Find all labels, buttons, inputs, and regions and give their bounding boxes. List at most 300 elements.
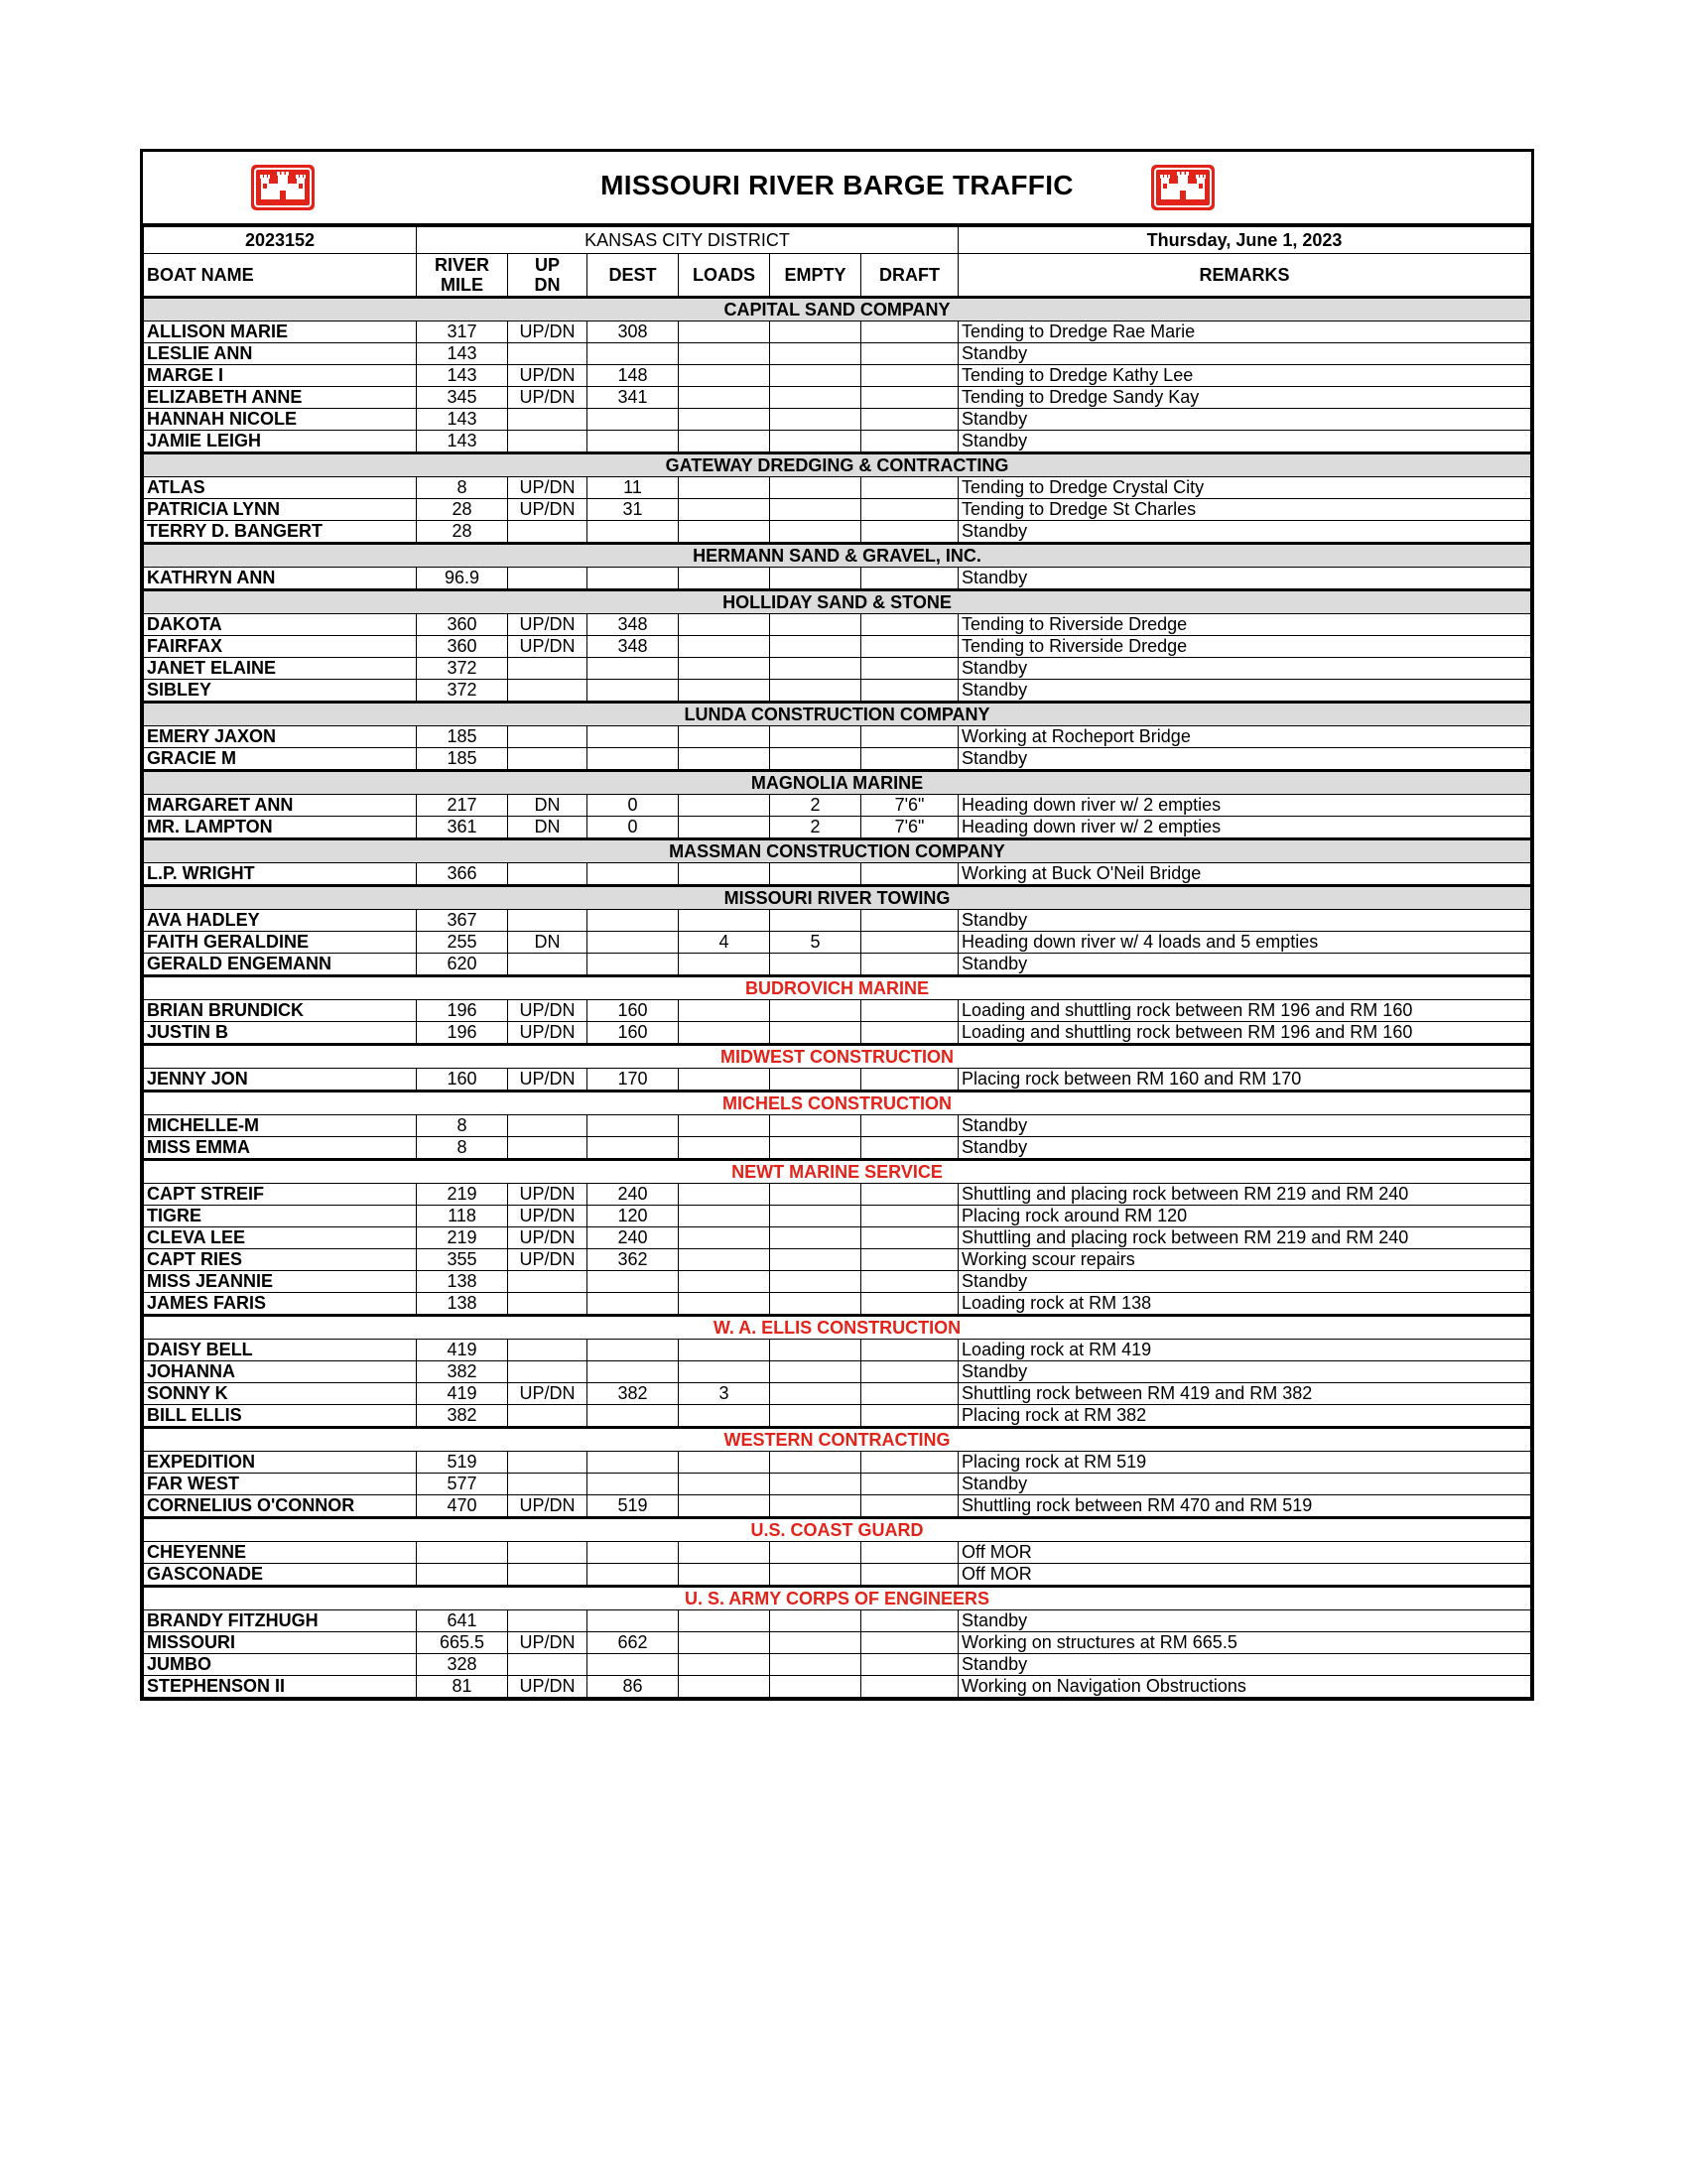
cell-river-mile: 143: [417, 365, 508, 387]
cell-loads: [679, 568, 770, 590]
company-name: W. A. ELLIS CONSTRUCTION: [144, 1316, 1531, 1340]
cell-up-dn: [508, 1293, 587, 1316]
cell-up-dn: UP/DN: [508, 1383, 587, 1405]
cell-loads: [679, 1474, 770, 1495]
cell-up-dn: [508, 1340, 587, 1361]
cell-dest: 308: [587, 321, 679, 343]
cell-boat-name: DAISY BELL: [144, 1340, 417, 1361]
cell-river-mile: 372: [417, 680, 508, 703]
cell-loads: [679, 477, 770, 499]
cell-draft: [861, 1340, 959, 1361]
cell-river-mile: 419: [417, 1340, 508, 1361]
cell-boat-name: JOHANNA: [144, 1361, 417, 1383]
cell-dest: 120: [587, 1206, 679, 1227]
table-row: [144, 910, 1531, 932]
cell-loads: [679, 726, 770, 748]
cell-up-dn: [508, 954, 587, 976]
cell-river-mile: 81: [417, 1676, 508, 1698]
traffic-table: [143, 226, 1531, 1698]
cell-up-dn: [508, 1474, 587, 1495]
cell-up-dn: [508, 1542, 587, 1564]
cell-remarks: Standby: [959, 748, 1531, 771]
cell-empty: [770, 499, 861, 521]
cell-loads: [679, 748, 770, 771]
company-name: HOLLIDAY SAND & STONE: [144, 590, 1531, 614]
cell-dest: 341: [587, 387, 679, 409]
cell-boat-name: MR. LAMPTON: [144, 817, 417, 839]
cell-dest: [587, 1340, 679, 1361]
company-header-row: [144, 703, 1531, 726]
company-name: CAPITAL SAND COMPANY: [144, 298, 1531, 321]
company-header-row: [144, 590, 1531, 614]
table-body: [144, 298, 1531, 1698]
company-name: MISSOURI RIVER TOWING: [144, 886, 1531, 910]
cell-up-dn: UP/DN: [508, 1495, 587, 1518]
cell-boat-name: CHEYENNE: [144, 1542, 417, 1564]
cell-river-mile: 118: [417, 1206, 508, 1227]
cell-boat-name: MISS JEANNIE: [144, 1271, 417, 1293]
cell-loads: [679, 910, 770, 932]
table-row: [144, 817, 1531, 839]
cell-empty: [770, 1340, 861, 1361]
cell-river-mile: [417, 1564, 508, 1587]
cell-remarks: Placing rock between RM 160 and RM 170: [959, 1069, 1531, 1092]
cell-dest: [587, 1452, 679, 1474]
cell-loads: [679, 1227, 770, 1249]
company-name: U. S. ARMY CORPS OF ENGINEERS: [144, 1587, 1531, 1610]
report-id: 2023152: [144, 227, 417, 254]
cell-remarks: Shuttling and placing rock between RM 219 and RM 240: [959, 1184, 1531, 1206]
col-boat-name: BOAT NAME: [144, 254, 417, 298]
cell-draft: [861, 499, 959, 521]
cell-empty: [770, 1610, 861, 1632]
cell-boat-name: FAIRFAX: [144, 636, 417, 658]
cell-loads: [679, 1610, 770, 1632]
cell-up-dn: [508, 658, 587, 680]
cell-dest: [587, 910, 679, 932]
cell-remarks: Working on Navigation Obstructions: [959, 1676, 1531, 1698]
company-name: WESTERN CONTRACTING: [144, 1428, 1531, 1452]
cell-up-dn: UP/DN: [508, 1000, 587, 1022]
cell-river-mile: 470: [417, 1495, 508, 1518]
company-header-row: [144, 298, 1531, 321]
cell-empty: [770, 1632, 861, 1654]
cell-remarks: Standby: [959, 1115, 1531, 1137]
cell-river-mile: 366: [417, 863, 508, 886]
cell-draft: [861, 431, 959, 453]
cell-dest: 160: [587, 1022, 679, 1045]
cell-dest: [587, 1137, 679, 1160]
cell-boat-name: JAMES FARIS: [144, 1293, 417, 1316]
cell-loads: [679, 954, 770, 976]
cell-up-dn: UP/DN: [508, 636, 587, 658]
cell-empty: [770, 636, 861, 658]
cell-river-mile: [417, 1542, 508, 1564]
cell-remarks: Standby: [959, 409, 1531, 431]
table-row: [144, 521, 1531, 544]
cell-boat-name: CAPT STREIF: [144, 1184, 417, 1206]
table-row: [144, 1206, 1531, 1227]
cell-boat-name: AVA HADLEY: [144, 910, 417, 932]
table-row: [144, 1632, 1531, 1654]
table-row: [144, 1115, 1531, 1137]
cell-empty: [770, 477, 861, 499]
cell-draft: [861, 658, 959, 680]
table-row: [144, 1405, 1531, 1428]
cell-river-mile: 665.5: [417, 1632, 508, 1654]
cell-dest: [587, 954, 679, 976]
cell-boat-name: SONNY K: [144, 1383, 417, 1405]
cell-remarks: Standby: [959, 1271, 1531, 1293]
cell-dest: [587, 1361, 679, 1383]
cell-up-dn: UP/DN: [508, 1632, 587, 1654]
cell-draft: [861, 1206, 959, 1227]
cell-empty: [770, 1383, 861, 1405]
cell-draft: [861, 477, 959, 499]
cell-river-mile: 138: [417, 1271, 508, 1293]
cell-river-mile: 367: [417, 910, 508, 932]
cell-river-mile: 317: [417, 321, 508, 343]
col-remarks: REMARKS: [959, 254, 1531, 298]
table-row: [144, 1610, 1531, 1632]
company-header-row: [144, 1045, 1531, 1069]
col-empty: EMPTY: [770, 254, 861, 298]
cell-loads: [679, 499, 770, 521]
cell-boat-name: LESLIE ANN: [144, 343, 417, 365]
table-row: [144, 431, 1531, 453]
cell-dest: 31: [587, 499, 679, 521]
table-row: [144, 1361, 1531, 1383]
cell-dest: 160: [587, 1000, 679, 1022]
cell-boat-name: GASCONADE: [144, 1564, 417, 1587]
company-header-row: [144, 1587, 1531, 1610]
cell-dest: 519: [587, 1495, 679, 1518]
cell-loads: [679, 1206, 770, 1227]
cell-dest: [587, 1293, 679, 1316]
cell-remarks: Shuttling rock between RM 419 and RM 382: [959, 1383, 1531, 1405]
table-row: [144, 321, 1531, 343]
cell-boat-name: PATRICIA LYNN: [144, 499, 417, 521]
table-row: [144, 1542, 1531, 1564]
cell-loads: [679, 1542, 770, 1564]
cell-loads: [679, 1676, 770, 1698]
cell-river-mile: 143: [417, 431, 508, 453]
cell-remarks: Standby: [959, 343, 1531, 365]
cell-boat-name: ATLAS: [144, 477, 417, 499]
col-loads: LOADS: [679, 254, 770, 298]
cell-boat-name: CORNELIUS O'CONNOR: [144, 1495, 417, 1518]
cell-river-mile: 196: [417, 1000, 508, 1022]
cell-boat-name: ELIZABETH ANNE: [144, 387, 417, 409]
cell-empty: [770, 1452, 861, 1474]
cell-dest: 11: [587, 477, 679, 499]
cell-dest: [587, 431, 679, 453]
cell-draft: [861, 343, 959, 365]
title-bar: [143, 152, 1531, 226]
table-row: [144, 954, 1531, 976]
cell-up-dn: [508, 1115, 587, 1137]
cell-dest: [587, 568, 679, 590]
page-title: MISSOURI RIVER BARGE TRAFFIC: [600, 170, 1074, 200]
cell-dest: [587, 658, 679, 680]
table-row: [144, 1184, 1531, 1206]
cell-up-dn: UP/DN: [508, 321, 587, 343]
company-header-row: [144, 544, 1531, 568]
cell-loads: [679, 1115, 770, 1137]
cell-up-dn: DN: [508, 817, 587, 839]
cell-empty: [770, 343, 861, 365]
cell-remarks: Off MOR: [959, 1564, 1531, 1587]
company-name: HERMANN SAND & GRAVEL, INC.: [144, 544, 1531, 568]
cell-up-dn: [508, 1137, 587, 1160]
cell-empty: [770, 365, 861, 387]
cell-loads: [679, 1632, 770, 1654]
cell-up-dn: DN: [508, 932, 587, 954]
cell-dest: 240: [587, 1227, 679, 1249]
cell-boat-name: FAITH GERALDINE: [144, 932, 417, 954]
cell-draft: [861, 932, 959, 954]
cell-empty: [770, 1564, 861, 1587]
cell-river-mile: 28: [417, 521, 508, 544]
cell-draft: [861, 1249, 959, 1271]
cell-dest: 86: [587, 1676, 679, 1698]
cell-dest: [587, 1271, 679, 1293]
cell-remarks: Working on structures at RM 665.5: [959, 1632, 1531, 1654]
table-row: [144, 1340, 1531, 1361]
cell-draft: [861, 636, 959, 658]
cell-loads: [679, 409, 770, 431]
cell-remarks: Loading rock at RM 138: [959, 1293, 1531, 1316]
table-row: [144, 1676, 1531, 1698]
cell-up-dn: [508, 1654, 587, 1676]
cell-dest: [587, 343, 679, 365]
cell-river-mile: 372: [417, 658, 508, 680]
cell-loads: [679, 636, 770, 658]
cell-remarks: Heading down river w/ 4 loads and 5 empties: [959, 932, 1531, 954]
cell-river-mile: 196: [417, 1022, 508, 1045]
company-name: U.S. COAST GUARD: [144, 1518, 1531, 1542]
column-header-row: [144, 254, 1531, 298]
cell-empty: [770, 1495, 861, 1518]
cell-empty: [770, 1206, 861, 1227]
info-row: [144, 227, 1531, 254]
cell-remarks: Loading and shuttling rock between RM 196 and RM 160: [959, 1000, 1531, 1022]
cell-remarks: Working at Buck O'Neil Bridge: [959, 863, 1531, 886]
cell-draft: [861, 365, 959, 387]
cell-river-mile: 96.9: [417, 568, 508, 590]
cell-boat-name: KATHRYN ANN: [144, 568, 417, 590]
table-row: [144, 614, 1531, 636]
cell-river-mile: 217: [417, 795, 508, 817]
cell-dest: [587, 863, 679, 886]
cell-boat-name: JANET ELAINE: [144, 658, 417, 680]
cell-boat-name: EMERY JAXON: [144, 726, 417, 748]
cell-remarks: Standby: [959, 431, 1531, 453]
company-name: LUNDA CONSTRUCTION COMPANY: [144, 703, 1531, 726]
cell-up-dn: UP/DN: [508, 477, 587, 499]
table-row: [144, 680, 1531, 703]
cell-up-dn: UP/DN: [508, 1676, 587, 1698]
cell-dest: 0: [587, 817, 679, 839]
cell-draft: [861, 863, 959, 886]
cell-draft: [861, 1610, 959, 1632]
cell-remarks: Placing rock at RM 519: [959, 1452, 1531, 1474]
cell-loads: [679, 1271, 770, 1293]
col-up-dn-line1: UP: [534, 255, 560, 275]
cell-river-mile: 620: [417, 954, 508, 976]
cell-loads: [679, 1293, 770, 1316]
cell-remarks: Tending to Dredge Rae Marie: [959, 321, 1531, 343]
company-header-row: [144, 1316, 1531, 1340]
col-up-dn-line2: DN: [534, 275, 561, 295]
cell-up-dn: [508, 748, 587, 771]
cell-river-mile: 8: [417, 477, 508, 499]
cell-empty: [770, 680, 861, 703]
cell-boat-name: CAPT RIES: [144, 1249, 417, 1271]
cell-empty: 2: [770, 795, 861, 817]
table-row: [144, 658, 1531, 680]
cell-up-dn: UP/DN: [508, 1206, 587, 1227]
cell-empty: [770, 321, 861, 343]
cell-river-mile: 328: [417, 1654, 508, 1676]
cell-empty: [770, 387, 861, 409]
barge-traffic-sheet: [140, 149, 1534, 1701]
cell-empty: [770, 1069, 861, 1092]
cell-loads: 3: [679, 1383, 770, 1405]
cell-empty: [770, 748, 861, 771]
cell-up-dn: [508, 431, 587, 453]
cell-river-mile: 345: [417, 387, 508, 409]
cell-up-dn: UP/DN: [508, 1249, 587, 1271]
table-row: [144, 387, 1531, 409]
cell-dest: [587, 409, 679, 431]
cell-dest: 382: [587, 1383, 679, 1405]
cell-draft: [861, 321, 959, 343]
cell-empty: [770, 1271, 861, 1293]
cell-boat-name: BRANDY FITZHUGH: [144, 1610, 417, 1632]
cell-empty: [770, 1227, 861, 1249]
cell-river-mile: 185: [417, 726, 508, 748]
cell-up-dn: [508, 343, 587, 365]
table-row: [144, 748, 1531, 771]
cell-loads: [679, 863, 770, 886]
cell-empty: [770, 1000, 861, 1022]
cell-remarks: Shuttling rock between RM 470 and RM 519: [959, 1495, 1531, 1518]
cell-remarks: Working at Rocheport Bridge: [959, 726, 1531, 748]
cell-dest: [587, 932, 679, 954]
cell-loads: [679, 1137, 770, 1160]
cell-remarks: Tending to Dredge Crystal City: [959, 477, 1531, 499]
cell-boat-name: MICHELLE-M: [144, 1115, 417, 1137]
company-name: MICHELS CONSTRUCTION: [144, 1092, 1531, 1115]
cell-up-dn: [508, 726, 587, 748]
cell-dest: 240: [587, 1184, 679, 1206]
cell-loads: [679, 1340, 770, 1361]
cell-draft: [861, 614, 959, 636]
cell-river-mile: 382: [417, 1405, 508, 1428]
cell-dest: [587, 521, 679, 544]
cell-draft: [861, 1542, 959, 1564]
cell-boat-name: DAKOTA: [144, 614, 417, 636]
cell-draft: [861, 1474, 959, 1495]
cell-dest: [587, 1654, 679, 1676]
cell-loads: [679, 795, 770, 817]
cell-draft: [861, 726, 959, 748]
cell-loads: [679, 431, 770, 453]
table-row: [144, 1654, 1531, 1676]
cell-remarks: Tending to Dredge Kathy Lee: [959, 365, 1531, 387]
cell-river-mile: 8: [417, 1115, 508, 1137]
table-row: [144, 795, 1531, 817]
cell-river-mile: 577: [417, 1474, 508, 1495]
company-header-row: [144, 1160, 1531, 1184]
cell-boat-name: TERRY D. BANGERT: [144, 521, 417, 544]
cell-boat-name: HANNAH NICOLE: [144, 409, 417, 431]
cell-boat-name: SIBLEY: [144, 680, 417, 703]
cell-dest: [587, 1610, 679, 1632]
cell-up-dn: [508, 568, 587, 590]
cell-empty: [770, 1542, 861, 1564]
cell-river-mile: 641: [417, 1610, 508, 1632]
cell-loads: [679, 343, 770, 365]
cell-boat-name: MISSOURI: [144, 1632, 417, 1654]
cell-up-dn: [508, 1405, 587, 1428]
cell-loads: [679, 1249, 770, 1271]
cell-remarks: Standby: [959, 658, 1531, 680]
cell-draft: [861, 1184, 959, 1206]
cell-loads: [679, 387, 770, 409]
company-header-row: [144, 453, 1531, 477]
cell-remarks: Heading down river w/ 2 empties: [959, 817, 1531, 839]
cell-up-dn: UP/DN: [508, 387, 587, 409]
cell-draft: [861, 748, 959, 771]
cell-draft: [861, 1654, 959, 1676]
table-row: [144, 863, 1531, 886]
cell-empty: [770, 1474, 861, 1495]
cell-dest: 348: [587, 614, 679, 636]
company-name: BUDROVICH MARINE: [144, 976, 1531, 1000]
cell-remarks: Standby: [959, 1610, 1531, 1632]
cell-empty: [770, 1654, 861, 1676]
cell-draft: [861, 1137, 959, 1160]
cell-river-mile: 360: [417, 636, 508, 658]
cell-draft: [861, 1115, 959, 1137]
cell-remarks: Tending to Riverside Dredge: [959, 636, 1531, 658]
cell-remarks: Tending to Riverside Dredge: [959, 614, 1531, 636]
col-draft: DRAFT: [861, 254, 959, 298]
cell-river-mile: 519: [417, 1452, 508, 1474]
cell-draft: [861, 1000, 959, 1022]
cell-empty: [770, 1676, 861, 1698]
cell-remarks: Heading down river w/ 2 empties: [959, 795, 1531, 817]
cell-boat-name: MISS EMMA: [144, 1137, 417, 1160]
company-header-row: [144, 1428, 1531, 1452]
cell-river-mile: 382: [417, 1361, 508, 1383]
cell-draft: [861, 1361, 959, 1383]
cell-draft: [861, 680, 959, 703]
cell-river-mile: 143: [417, 343, 508, 365]
table-row: [144, 1137, 1531, 1160]
cell-boat-name: ALLISON MARIE: [144, 321, 417, 343]
table-row: [144, 1564, 1531, 1587]
cell-up-dn: UP/DN: [508, 614, 587, 636]
cell-empty: [770, 1405, 861, 1428]
cell-river-mile: 138: [417, 1293, 508, 1316]
cell-draft: [861, 1293, 959, 1316]
cell-loads: [679, 1495, 770, 1518]
cell-empty: [770, 726, 861, 748]
cell-dest: [587, 1542, 679, 1564]
